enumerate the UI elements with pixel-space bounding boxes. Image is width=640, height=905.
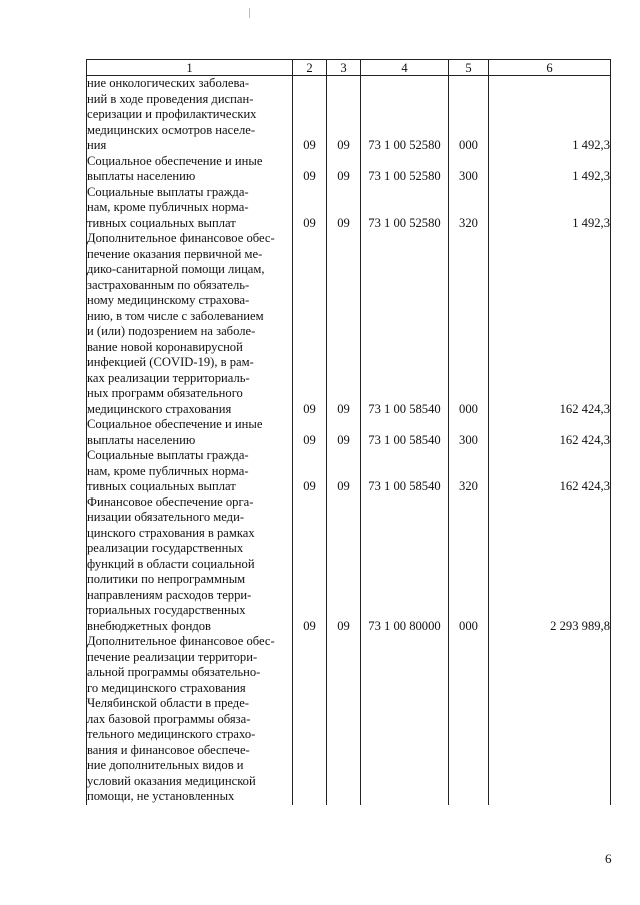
amount-value: 1 492,3 <box>489 76 611 154</box>
description-line: Социальное обеспечение и иные <box>87 417 263 431</box>
section-code: 09 <box>293 448 327 495</box>
subsection-code: 09 <box>327 154 361 185</box>
target-article-code: 73 1 00 58540 <box>361 448 449 495</box>
table-body <box>87 76 611 805</box>
description-line: лах базовой программы обяза- <box>87 711 251 726</box>
section-code: 09 <box>293 154 327 185</box>
section-code <box>293 634 327 805</box>
description-line: застрахованным по обязатель- <box>87 277 250 292</box>
description-line: помощи, не установленных <box>87 789 235 803</box>
expense-type-code: 300 <box>449 417 489 448</box>
description-line: Финансовое обеспечение орга- <box>87 494 254 509</box>
description-line: медицинского страхования <box>87 401 232 416</box>
target-article-code: 73 1 00 58540 <box>361 417 449 448</box>
table-row <box>87 448 611 495</box>
subsection-code: 09 <box>327 231 361 417</box>
row-description <box>87 634 293 805</box>
amount-value: 162 424,3 <box>489 231 611 417</box>
description-line: ках реализации территориаль- <box>87 370 250 385</box>
table-row <box>87 634 611 805</box>
description-line: Социальные выплаты гражда- <box>87 448 249 462</box>
description-line: ному медицинскому страхова- <box>87 293 250 307</box>
subsection-code: 09 <box>327 448 361 495</box>
description-line: Дополнительное финансовое обес- <box>87 231 275 245</box>
description-line: выплаты населению <box>87 169 196 183</box>
description-line: альной программы обязательно- <box>87 665 261 679</box>
description-line: нам, кроме публичных норма- <box>87 463 249 478</box>
description-line: направлениям расходов терри- <box>87 587 252 602</box>
row-description <box>87 448 293 495</box>
section-code: 09 <box>293 231 327 417</box>
description-line: тивных социальных выплат <box>87 215 236 230</box>
subsection-code: 09 <box>327 417 361 448</box>
table-header-row <box>87 60 611 76</box>
table-row <box>87 185 611 232</box>
row-description <box>87 76 293 154</box>
amount-value <box>489 634 611 805</box>
header-col-2: 2 <box>293 60 327 76</box>
target-article-code: 73 1 00 52580 <box>361 185 449 232</box>
section-code: 09 <box>293 495 327 635</box>
amount-value: 162 424,3 <box>489 417 611 448</box>
expense-type-code <box>449 634 489 805</box>
scan-mark <box>249 8 250 18</box>
table-row <box>87 76 611 154</box>
description-line: Челябинской области в преде- <box>87 696 249 710</box>
description-line: политики по непрограммным <box>87 572 246 586</box>
expense-type-code: 000 <box>449 231 489 417</box>
row-description <box>87 154 293 185</box>
description-line: условий оказания медицинской <box>87 773 256 788</box>
description-line: и (или) подозрением на заболе- <box>87 324 256 338</box>
table-row <box>87 495 611 635</box>
expense-type-code: 300 <box>449 154 489 185</box>
expense-type-code: 320 <box>449 448 489 495</box>
description-line: медицинских осмотров населе- <box>87 122 256 137</box>
description-line: Социальные выплаты гражда- <box>87 184 249 199</box>
description-line: дико-санитарной помощи лицам, <box>87 262 265 276</box>
description-line: го медицинского страхования <box>87 680 246 695</box>
table-row <box>87 154 611 185</box>
row-description <box>87 495 293 635</box>
description-line: ния <box>87 138 107 152</box>
description-line: Социальное обеспечение и иные <box>87 153 263 168</box>
amount-value: 162 424,3 <box>489 448 611 495</box>
description-line: ных программ обязательного <box>87 386 243 400</box>
subsection-code: 09 <box>327 495 361 635</box>
description-line: реализации государственных <box>87 541 244 555</box>
description-line: вания и финансовое обеспече- <box>87 742 250 757</box>
description-line: серизации и профилактических <box>87 107 257 121</box>
header-col-4: 4 <box>361 60 449 76</box>
amount-value: 1 492,3 <box>489 185 611 232</box>
row-description <box>87 185 293 232</box>
section-code: 09 <box>293 76 327 154</box>
target-article-code: 73 1 00 58540 <box>361 231 449 417</box>
expense-type-code: 000 <box>449 495 489 635</box>
header-col-1: 1 <box>87 60 293 76</box>
description-line: ний в ходе проведения диспан- <box>87 91 254 106</box>
table-row <box>87 231 611 417</box>
description-line: ториальных государственных <box>87 603 246 617</box>
page-number: 6 <box>605 851 612 866</box>
table-row <box>87 417 611 448</box>
description-line: ние дополнительных видов и <box>87 758 244 772</box>
description-line: тивных социальных выплат <box>87 479 236 493</box>
target-article-code <box>361 634 449 805</box>
description-line: Дополнительное финансовое обес- <box>87 634 275 648</box>
section-code: 09 <box>293 417 327 448</box>
description-line: вание новой коронавирусной <box>87 339 243 354</box>
description-line: ние онкологических заболева- <box>87 76 250 90</box>
description-line: нам, кроме публичных норма- <box>87 200 249 214</box>
subsection-code: 09 <box>327 76 361 154</box>
header-col-6: 6 <box>489 60 611 76</box>
description-line: печение оказания первичной ме- <box>87 246 263 261</box>
amount-value: 2 293 989,8 <box>489 495 611 635</box>
description-line: тельного медицинского страхо- <box>87 727 256 741</box>
header-col-5: 5 <box>449 60 489 76</box>
section-code: 09 <box>293 185 327 232</box>
subsection-code: 09 <box>327 185 361 232</box>
description-line: функций в области социальной <box>87 556 255 571</box>
expense-type-code: 320 <box>449 185 489 232</box>
budget-table <box>86 59 611 805</box>
description-line: инфекцией (COVID-19), в рам- <box>87 355 254 369</box>
description-line: цинского страхования в рамках <box>87 525 255 540</box>
description-line: печение реализации территори- <box>87 649 258 664</box>
target-article-code: 73 1 00 80000 <box>361 495 449 635</box>
description-line: низации обязательного меди- <box>87 510 245 524</box>
row-description <box>87 231 293 417</box>
row-description <box>87 417 293 448</box>
target-article-code: 73 1 00 52580 <box>361 76 449 154</box>
expense-type-code: 000 <box>449 76 489 154</box>
amount-value: 1 492,3 <box>489 154 611 185</box>
target-article-code: 73 1 00 52580 <box>361 154 449 185</box>
description-line: внебюджетных фондов <box>87 618 211 633</box>
description-line: выплаты населению <box>87 432 196 447</box>
header-col-3: 3 <box>327 60 361 76</box>
description-line: нию, в том числе с заболеванием <box>87 308 264 323</box>
subsection-code <box>327 634 361 805</box>
